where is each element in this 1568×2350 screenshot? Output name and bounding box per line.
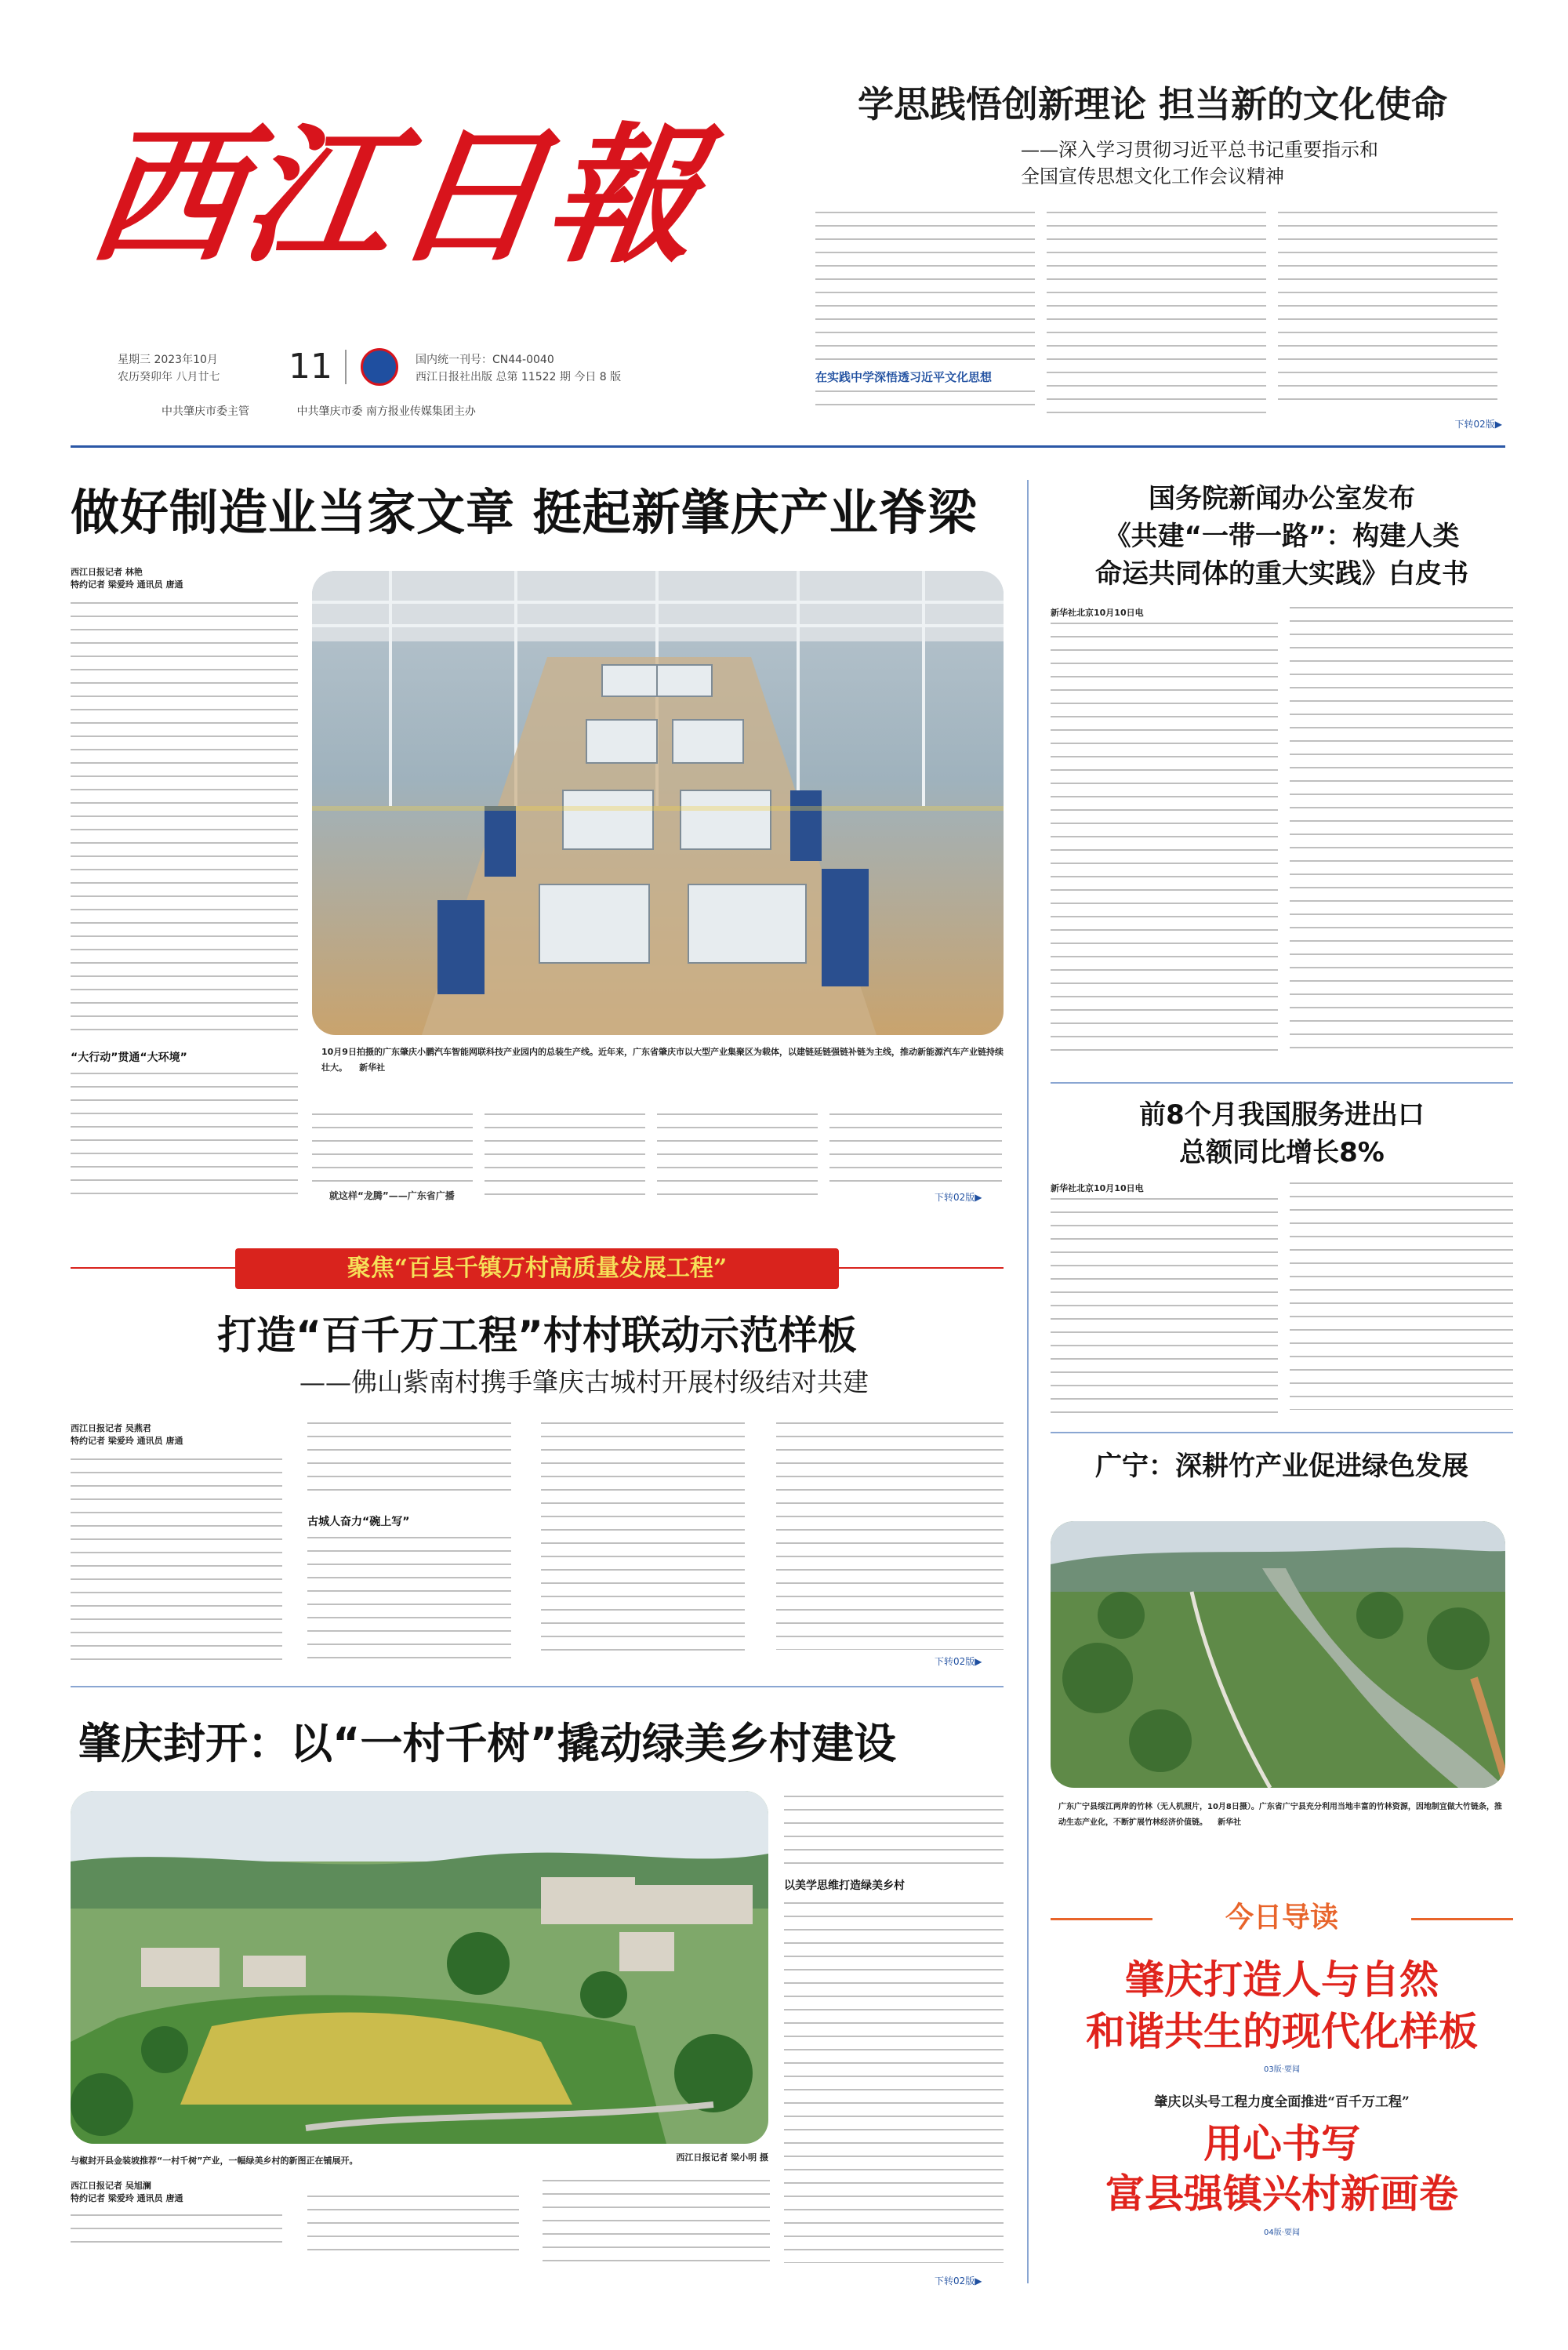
focus-banner-text: 聚焦“百县千镇万村高质量发展工程” [347, 1255, 728, 1282]
lead-continue-link[interactable]: 下转02版▶ [935, 1192, 982, 1203]
text-block [657, 1113, 818, 1200]
text-block [543, 2180, 770, 2266]
text-block [784, 1796, 1004, 1866]
trade-title-2: 总额同比增长8% [1179, 1137, 1385, 1168]
text-block [1051, 1198, 1278, 1418]
top-story-continue-link[interactable]: 下转02版▶ [1454, 419, 1502, 430]
feature-title: 打造“百千万工程”村村联动示范样板 [217, 1313, 857, 1358]
feature-subtitle: ——佛山紫南村携手肇庆古城村开展村级结对共建 [299, 1367, 869, 1397]
guide-item2-line1[interactable]: 用心书写 [1203, 2121, 1360, 2167]
bottom-byline-2: 特约记者 梁爱玲 通讯员 唐通 [71, 2193, 183, 2203]
lead-photo-credit: 新华社 [359, 1062, 386, 1073]
trade-dateline: 新华社北京10月10日电 [1051, 1183, 1144, 1193]
lead-photo-caption: 10月9日拍摄的广东肇庆小鹏汽车智能网联科技产业园内的总装生产线。近年来，广东省肇庆市以大型产业集聚区为载体，以建链延链强链补链为主线，推动新能源汽车产业链持续壮大。 [321, 1047, 1004, 1073]
top-story-subtitle-2: 全国宣传思想文化工作会议精神 [1021, 165, 1284, 187]
guide-item2-ref[interactable]: 04版·要闻 [1264, 2228, 1300, 2237]
text-block [1290, 607, 1513, 1054]
issue-code: 国内统一刊号：CN44-0040 [416, 354, 554, 366]
text-block [485, 1113, 645, 1200]
text-block [71, 2214, 282, 2243]
text-block [541, 1422, 745, 1658]
guide-section [1051, 1898, 1513, 2305]
text-block [815, 212, 1035, 361]
white-paper-title-1: 国务院新闻办公室发布 [1149, 483, 1415, 514]
text-block [307, 1422, 511, 1501]
guide-heading: 今日导读 [1225, 1901, 1338, 1934]
text-block [312, 1113, 473, 1184]
text-block [1051, 623, 1278, 1054]
text-block [71, 602, 298, 1041]
feature-continue-link[interactable]: 下转02版▶ [935, 1656, 982, 1667]
lead-byline-1: 西江日报记者 林艳 [71, 567, 143, 577]
trade-story [1051, 1096, 1513, 1418]
text-block [307, 2196, 519, 2250]
text-block [71, 1073, 298, 1198]
white-paper-dateline: 新华社北京10月10日电 [1051, 608, 1144, 618]
sponsor-right: 中共肇庆市委 南方报业传媒集团主办 [296, 405, 476, 418]
feature-byline-1: 西江日报记者 吴燕君 [71, 1423, 151, 1433]
bottom-photo-credit: 西江日报记者 梁小明 摄 [676, 2152, 768, 2163]
guide-item2-kicker: 肇庆以头号工程力度全面推进“百千万工程” [1154, 2094, 1410, 2110]
text-block [1290, 1182, 1513, 1410]
bamboo-caption: 广东广宁县绥江两岸的竹林（无人机照片，10月8日摄）。广东省广宁县充分利用当地丰富的竹林资源，因地制宜做大竹链条，推动生态产业化，不断扩展竹林经济价值链。 [1058, 1803, 1502, 1827]
lead-column-heading: 就这样“龙腾”——广东省广播 [329, 1190, 455, 1201]
lead-byline-2: 特约记者 梁爱玲 通讯员 唐通 [71, 579, 183, 590]
factory-assembly-photo [312, 571, 1004, 1035]
day-number: 11 [289, 347, 332, 387]
lunar-date: 农历癸卯年 八月廿七 [118, 371, 220, 383]
top-story-inline-heading: 在实践中学深悟透习近平文化思想 [815, 370, 993, 384]
date-line: 星期三 2023年10月 [118, 354, 218, 366]
text-block [1047, 212, 1266, 423]
guide-item1-line1[interactable]: 肇庆打造人与自然 [1125, 1957, 1439, 2003]
text-block [1278, 212, 1497, 408]
white-paper-title-3: 命运共同体的重大实践》白皮书 [1095, 558, 1468, 590]
feature-subheading: 古城人奋力“碗上写” [307, 1516, 410, 1528]
publisher-line: 西江日报社出版 总第 11522 期 今日 8 版 [416, 371, 622, 383]
bottom-byline-1: 西江日报记者 吴旭澜 [71, 2181, 151, 2191]
newspaper-emblem-icon [361, 348, 398, 386]
masthead-title: 西江日報 [80, 108, 713, 283]
top-story [792, 78, 1513, 439]
bamboo-title: 广宁：深耕竹产业促进绿色发展 [1095, 1451, 1468, 1482]
guide-item2-line2[interactable]: 富县强镇兴村新画卷 [1105, 2171, 1458, 2217]
text-block [776, 1422, 1004, 1650]
column-divider [1027, 480, 1029, 2283]
white-paper-title-2: 《共建“一带一路”：构建人类 [1104, 521, 1460, 552]
masthead-info [118, 345, 768, 439]
masthead-divider [71, 445, 1505, 448]
guide-item1-ref[interactable]: 03版·要闻 [1264, 2065, 1300, 2074]
bamboo-credit: 新华社 [1218, 1818, 1242, 1827]
text-block [307, 1537, 511, 1670]
trade-title-1: 前8个月我国服务进出口 [1139, 1099, 1425, 1131]
bamboo-river-photo [1051, 1521, 1505, 1788]
bottom-continue-link[interactable]: 下转02版▶ [935, 2276, 982, 2286]
feature-byline-2: 特约记者 梁爱玲 通讯员 唐通 [71, 1436, 183, 1446]
bottom-title: 肇庆封开：以“一村千树”撬动绿美乡村建设 [78, 1719, 896, 1768]
text-block [71, 1458, 282, 1662]
sponsor-left: 中共肇庆市委主管 [162, 405, 249, 418]
masthead-logo [80, 94, 767, 329]
text-block [829, 1113, 1002, 1188]
lead-subheading: “大行动”贯通“大环境” [71, 1052, 187, 1064]
text-block [784, 1902, 1004, 2263]
bottom-right-heading: 以美学思维打造绿美乡村 [784, 1880, 905, 1892]
white-paper-story [1051, 480, 1513, 1062]
village-aerial-photo [71, 1791, 768, 2144]
top-story-title: 学思践悟创新理论 担当新的文化使命 [857, 83, 1447, 125]
lead-title: 做好制造业当家文章 挺起新肇庆产业脊梁 [71, 484, 978, 541]
bottom-photo-caption: 与椒封开县金装坡推荐“一村千树”产业，一幅绿美乡村的新图正在铺展开。 [71, 2156, 358, 2166]
guide-item1-line2[interactable]: 和谐共生的现代化样板 [1086, 2009, 1478, 2054]
top-story-subtitle-1: ——深入学习贯彻习近平总书记重要指示和 [1021, 139, 1378, 161]
focus-banner [235, 1248, 839, 1289]
